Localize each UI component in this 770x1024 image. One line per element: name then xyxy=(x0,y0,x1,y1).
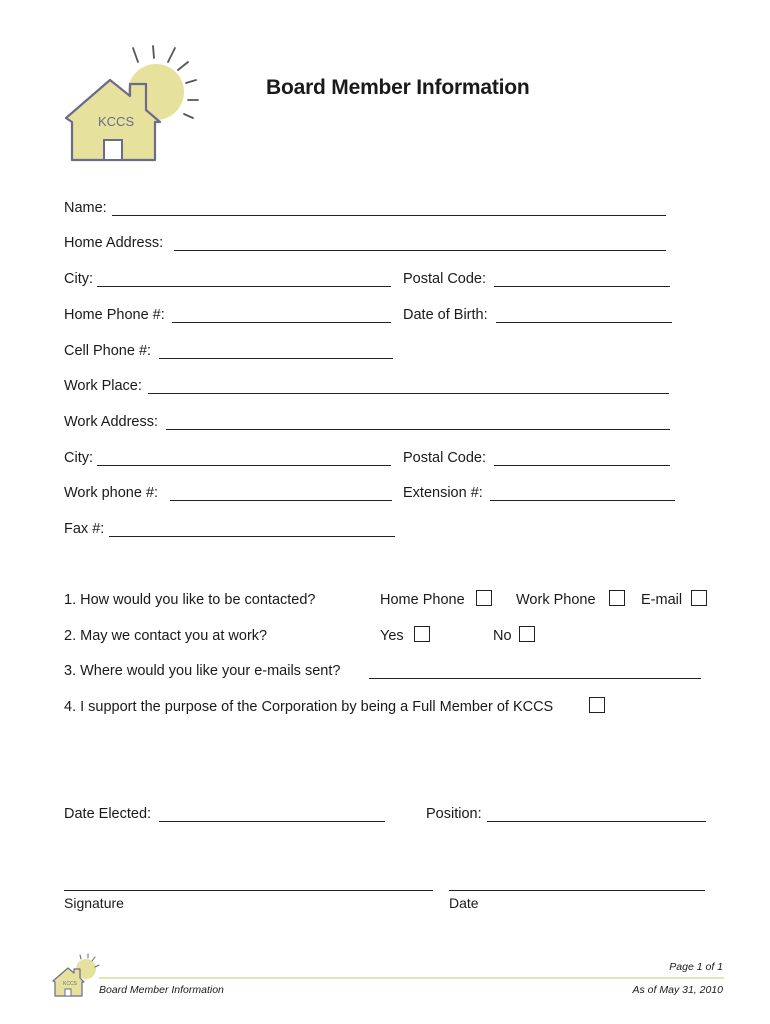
home-phone-field[interactable] xyxy=(172,306,391,323)
page-number: Page 1 of 1 xyxy=(669,961,723,973)
work-address-label: Work Address: xyxy=(64,414,159,430)
logo-text: KCCS xyxy=(98,114,135,129)
date-elected-label: Date Elected: xyxy=(64,806,152,822)
postal-code-field[interactable] xyxy=(494,270,670,287)
work-phone-field[interactable] xyxy=(170,484,392,501)
home-phone-label: Home Phone #: xyxy=(64,307,165,323)
option-work-phone-label: Work Phone xyxy=(516,592,596,608)
name-field[interactable] xyxy=(112,199,666,216)
work-phone-label: Work phone #: xyxy=(64,485,159,501)
signature-label: Signature xyxy=(64,895,124,911)
full-member-checkbox[interactable] xyxy=(589,697,605,713)
date-elected-field[interactable] xyxy=(159,805,385,822)
footer-logo-text: KCCS xyxy=(63,981,77,987)
date-of-birth-label: Date of Birth: xyxy=(403,307,488,323)
home-phone-checkbox[interactable] xyxy=(476,590,492,606)
extension-field[interactable] xyxy=(490,484,675,501)
date-of-birth-field[interactable] xyxy=(496,306,672,323)
signature-line[interactable] xyxy=(64,874,433,891)
question-email-destination: 3. Where would you like your e-mails sent? xyxy=(64,663,341,679)
date-label: Date xyxy=(449,895,479,911)
work-city-field[interactable] xyxy=(97,449,391,466)
name-label: Name: xyxy=(64,200,107,216)
cell-phone-field[interactable] xyxy=(159,342,393,359)
email-checkbox[interactable] xyxy=(691,590,707,606)
no-checkbox[interactable] xyxy=(519,626,535,642)
footer-as-of-date: As of May 31, 2010 xyxy=(632,984,723,996)
question-contact-method: 1. How would you like to be contacted? xyxy=(64,592,316,608)
work-place-field[interactable] xyxy=(148,377,669,394)
footer-divider xyxy=(99,977,724,979)
home-address-field[interactable] xyxy=(174,234,666,251)
work-postal-code-label: Postal Code: xyxy=(403,450,487,466)
option-email-label: E-mail xyxy=(641,592,683,608)
kccs-logo xyxy=(58,40,208,165)
extension-label: Extension #: xyxy=(403,485,483,501)
fax-label: Fax #: xyxy=(64,521,105,537)
option-no-label: No xyxy=(493,628,512,644)
city-label: City: xyxy=(64,271,93,287)
position-label: Position: xyxy=(426,806,482,822)
page-title: Board Member Information xyxy=(266,76,530,99)
work-address-field[interactable] xyxy=(166,413,670,430)
footer-logo xyxy=(50,953,102,999)
footer-house-icon xyxy=(50,953,102,999)
work-postal-code-field[interactable] xyxy=(494,449,670,466)
option-home-phone-label: Home Phone xyxy=(380,592,465,608)
yes-checkbox[interactable] xyxy=(414,626,430,642)
fax-field[interactable] xyxy=(109,520,395,537)
option-yes-label: Yes xyxy=(380,628,404,644)
email-destination-field[interactable] xyxy=(369,662,701,679)
house-sun-icon xyxy=(58,40,208,165)
position-field[interactable] xyxy=(487,805,706,822)
city-field[interactable] xyxy=(97,270,391,287)
home-address-label: Home Address: xyxy=(64,235,164,251)
cell-phone-label: Cell Phone #: xyxy=(64,343,152,359)
date-line[interactable] xyxy=(449,874,705,891)
question-contact-at-work: 2. May we contact you at work? xyxy=(64,628,268,644)
postal-code-label: Postal Code: xyxy=(403,271,487,287)
footer-doc-name: Board Member Information xyxy=(99,984,224,996)
work-phone-checkbox[interactable] xyxy=(609,590,625,606)
question-full-member: 4. I support the purpose of the Corporation by being a Full Member of KCCS xyxy=(64,699,554,715)
work-city-label: City: xyxy=(64,450,93,466)
work-place-label: Work Place: xyxy=(64,378,142,394)
